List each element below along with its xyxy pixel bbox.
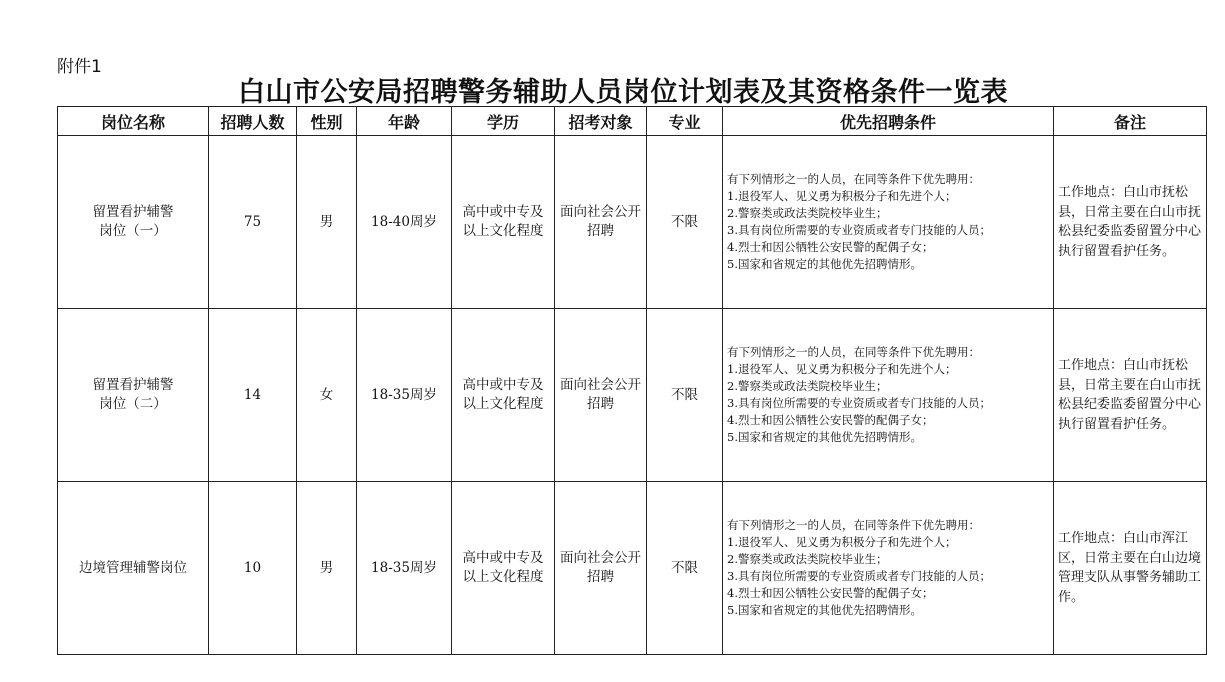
gender-cell: 女 [297,309,357,482]
target-cell [555,136,647,309]
header-count: 招聘人数 [209,107,297,136]
count-cell: 75 [209,136,297,309]
priority-item: 3.具有岗位所需要的专业资质或者专门技能的人员； [727,223,991,237]
major-cell: 不限 [647,136,723,309]
target: 面向社会公开招聘 [560,204,641,239]
priority-item: 2.警察类或政法类院校毕业生； [727,552,888,566]
header-age: 年龄 [357,107,452,136]
count-cell: 10 [209,482,297,655]
header-target: 招考对象 [555,107,647,136]
gender-cell: 男 [297,482,357,655]
priority-item: 1.退役军人、见义勇为积极分子和先进个人； [727,362,957,376]
education: 高中或中专及以上文化程度 [462,377,544,412]
target: 面向社会公开招聘 [560,550,641,585]
priority-item: 5.国家和省规定的其他优先招聘情形。 [727,603,922,617]
major-cell: 不限 [647,482,723,655]
header-education: 学历 [452,107,555,136]
gender-cell: 男 [297,136,357,309]
priority-item: 2.警察类或政法类院校毕业生； [727,379,888,393]
priority-intro: 有下列情形之一的人员，在同等条件下优先聘用： [727,345,980,359]
remark-cell: 工作地点：白山市抚松县，日常主要在白山市抚松县纪委监委留置分中心执行留置看护任务。 [1054,136,1207,309]
count-cell: 14 [209,309,297,482]
age-cell: 18-40周岁 [357,136,452,309]
header-post-name: 岗位名称 [58,107,209,136]
priority-cell [723,309,1054,482]
table-row [58,309,1207,482]
priority-intro: 有下列情形之一的人员，在同等条件下优先聘用： [727,172,980,186]
age-cell: 18-35周岁 [357,309,452,482]
education-cell [452,309,555,482]
post-name-cell: 边境管理辅警岗位 [58,482,209,655]
post-name-cell [58,136,209,309]
target-cell [555,482,647,655]
remark-cell: 工作地点：白山市浑江区，日常主要在白山边境管理支队从事警务辅助工作。 [1054,482,1207,655]
priority-item: 1.退役军人、见义勇为积极分子和先进个人； [727,189,957,203]
priority-item: 4.烈士和因公牺牲公安民警的配偶子女； [727,413,934,427]
post-name: 留置看护辅警岗位（二） [92,377,174,412]
post-name: 留置看护辅警岗位（一） [92,204,174,239]
priority-item: 4.烈士和因公牺牲公安民警的配偶子女； [727,586,934,600]
post-name-cell [58,309,209,482]
age-cell: 18-35周岁 [357,482,452,655]
priority-item: 5.国家和省规定的其他优先招聘情形。 [727,257,922,271]
table-row [58,482,1207,655]
priority-item: 3.具有岗位所需要的专业资质或者专门技能的人员； [727,396,991,410]
priority-item: 3.具有岗位所需要的专业资质或者专门技能的人员； [727,569,991,583]
recruitment-table [57,106,1207,655]
priority-cell [723,136,1054,309]
target: 面向社会公开招聘 [560,377,641,412]
target-cell [555,309,647,482]
priority-item: 2.警察类或政法类院校毕业生； [727,206,888,220]
header-major: 专业 [647,107,723,136]
table-row [58,136,1207,309]
header-gender: 性别 [297,107,357,136]
attachment-label: 附件1 [57,57,102,77]
priority-cell [723,482,1054,655]
remark-cell: 工作地点：白山市抚松县，日常主要在白山市抚松县纪委监委留置分中心执行留置看护任务。 [1054,309,1207,482]
education-cell [452,482,555,655]
priority-intro: 有下列情形之一的人员，在同等条件下优先聘用： [727,518,980,532]
header-row [58,107,1207,136]
education-cell [452,136,555,309]
document-title: 白山市公安局招聘警务辅助人员岗位计划表及其资格条件一览表 [238,77,1008,108]
major-cell: 不限 [647,309,723,482]
priority-item: 1.退役军人、见义勇为积极分子和先进个人； [727,535,957,549]
header-priority: 优先招聘条件 [723,107,1054,136]
education: 高中或中专及以上文化程度 [462,550,544,585]
priority-item: 4.烈士和因公牺牲公安民警的配偶子女； [727,240,934,254]
header-remark: 备注 [1054,107,1207,136]
education: 高中或中专及以上文化程度 [462,204,544,239]
priority-item: 5.国家和省规定的其他优先招聘情形。 [727,430,922,444]
